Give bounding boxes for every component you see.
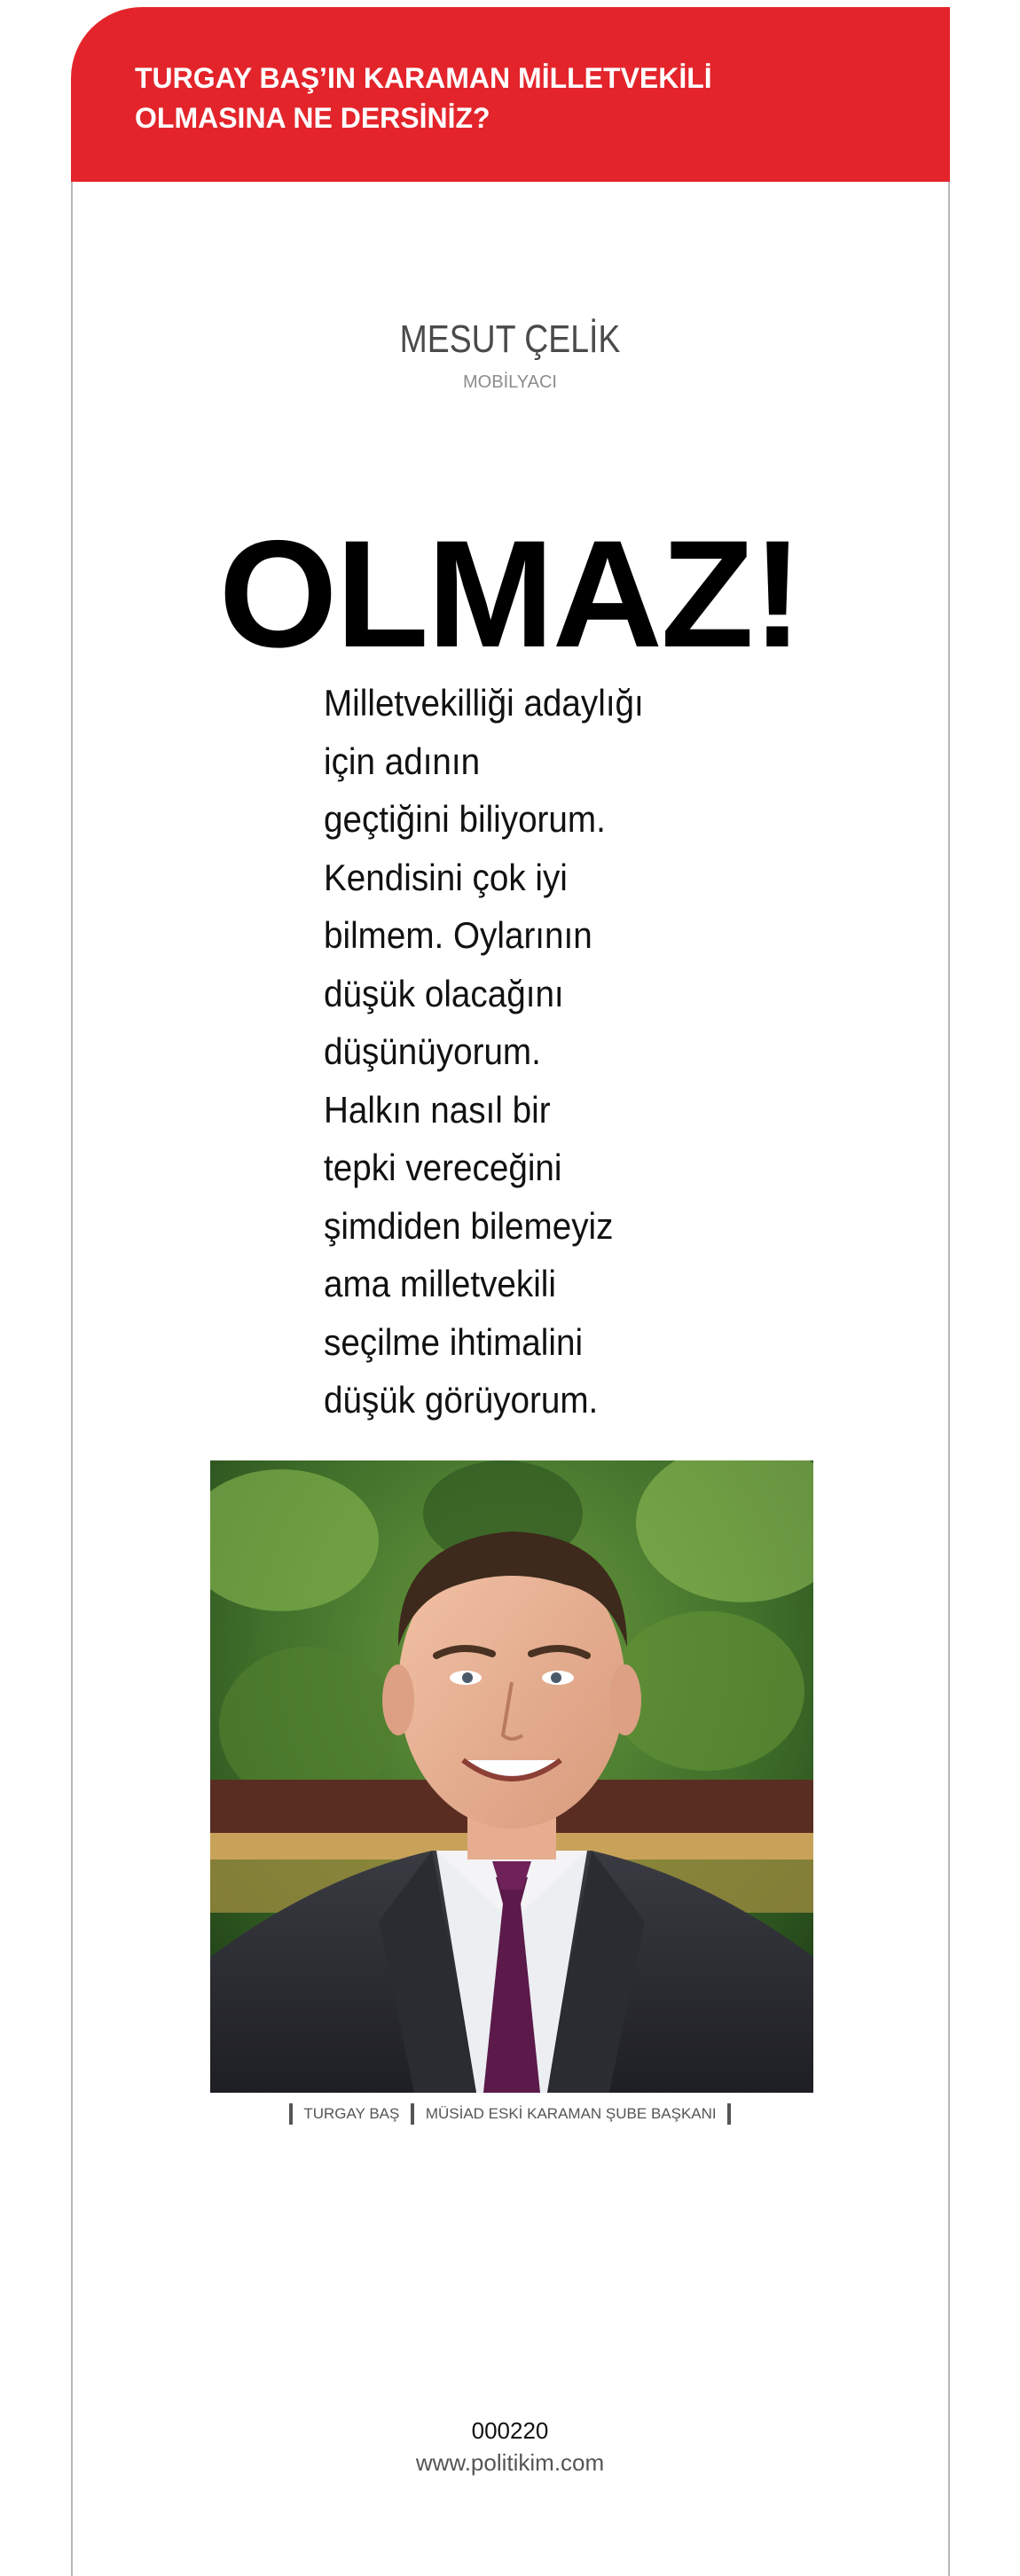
header-banner: [71, 7, 950, 182]
caption-divider: [411, 2103, 414, 2125]
caption-person-name: TURGAY BAŞ: [303, 2105, 400, 2122]
page-code: 000220: [471, 2417, 549, 2444]
headline-question: TURGAY BAŞ’IN KARAMAN MİLLETVEKİLİ OLMASINA NE DERSİNİZ?: [135, 62, 712, 134]
respondent-name: MESUT ÇELİK: [399, 317, 621, 361]
photo-caption: [0, 2103, 1020, 2125]
candidate-photo: [210, 1460, 813, 2093]
quote-text: Milletvekilliği adaylığı için adının geçtiğini biliyorum. Kendisini çok iyi bilmem. Oylarının düşük olacağını düşünüyorum. Halkın nasıl bir tepki vereceğini şimdiden bilemeyiz ama milletvekili seçilme ihtimalini düşük görüyorum.: [324, 682, 644, 1421]
caption-divider: [727, 2103, 731, 2125]
respondent-occupation: MOBİLYACI: [463, 372, 557, 392]
website-url: www.politikim.com: [415, 2449, 605, 2476]
portrait-illustration: [210, 1460, 813, 2093]
caption-person-title: MÜSİAD ESKİ KARAMAN ŞUBE BAŞKANI: [425, 2105, 717, 2122]
answer-headline: OLMAZ!: [218, 509, 802, 679]
caption-divider: [289, 2103, 293, 2125]
